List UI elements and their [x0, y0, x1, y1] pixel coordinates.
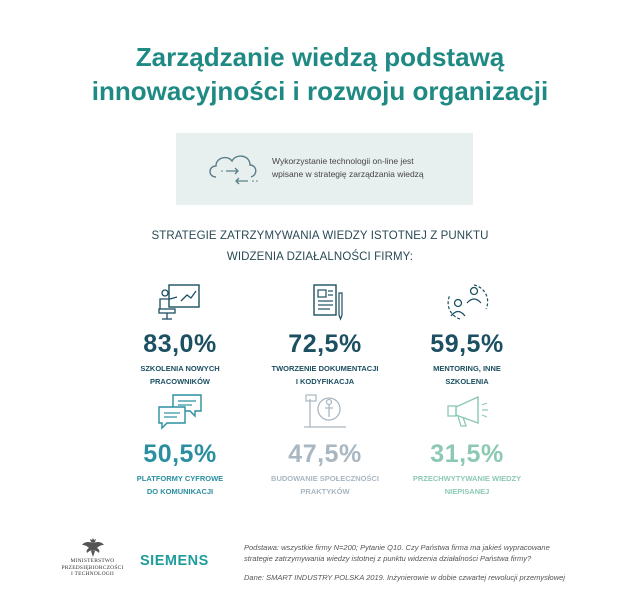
stat-label-line-1: PLATFORMY CYFROWE — [136, 474, 224, 483]
stat-value: 50,5% — [143, 440, 217, 468]
stat-label-line-1: SZKOLENIA NOWYCH — [140, 364, 220, 373]
section-heading — [0, 226, 640, 268]
title-line-2: innowacyjności i rozwoju organizacji — [91, 76, 549, 106]
footnote — [244, 542, 624, 583]
siemens-logo: SIEMENS — [140, 553, 209, 569]
cloud-transfer-icon — [204, 147, 264, 191]
stat-label-line-1: PRZECHWYTYWANIE WIEDZY — [412, 474, 522, 483]
stat-tacit-knowledge — [382, 393, 552, 498]
stat-label-line-2: I KODYFIKACJA — [295, 377, 355, 386]
mentoring-icon — [444, 283, 490, 321]
section-heading-line-2: WIDZENIA DZIAŁALNOŚCI FIRMY: — [226, 251, 414, 263]
ministry-line-2: PRZEDSIĘBIORCZOŚCI — [61, 564, 124, 571]
stat-label-line-1: MENTORING, INNE — [433, 364, 501, 373]
stat-label — [382, 472, 552, 498]
stat-label — [382, 362, 552, 388]
ministry-name — [55, 558, 130, 578]
ministry-line-1: MINISTERSTWO — [70, 558, 115, 564]
ministry-logo — [55, 536, 130, 578]
stat-label-line-1: TWORZENIE DOKUMENTACJI — [271, 364, 379, 373]
stat-label-line-1: BUDOWANIE SPOŁECZNOŚCI — [271, 474, 379, 483]
info-box — [176, 133, 473, 205]
info-text — [272, 155, 462, 181]
stat-mentoring — [382, 283, 552, 388]
stat-label-line-2: PRAKTYKÓW — [300, 487, 350, 496]
ministry-line-3: I TECHNOLOGII — [71, 571, 114, 577]
footnote-source: Dane: SMART INDUSTRY POLSKA 2019. Inżynierowie w dobie czwartej rewolucji przemysłowej — [244, 573, 565, 582]
document-icon — [302, 283, 348, 321]
chat-bubbles-icon — [157, 393, 203, 431]
presentation-icon — [157, 283, 203, 321]
megaphone-icon — [444, 393, 490, 431]
page-title — [0, 40, 640, 108]
stat-label-line-2: SZKOLENIA — [445, 377, 489, 386]
stat-value: 83,0% — [143, 330, 217, 358]
section-heading-line-1: STRATEGIE ZATRZYMYWANIA WIEDZY ISTOTNEJ Z PUNKTU — [151, 230, 489, 242]
eagle-emblem-icon — [81, 536, 105, 558]
title-line-1: Zarządzanie wiedzą podstawą — [135, 42, 505, 72]
footnote-line-1: Podstawa: wszystkie firmy N=200; Pytanie Q10. Czy Państwa firma ma jakieś wypracowane — [244, 543, 550, 552]
community-icon — [302, 393, 348, 431]
stat-value: 47,5% — [288, 440, 362, 468]
info-line-2: wpisane w strategię zarządzania wiedzą — [272, 169, 424, 179]
info-line-1: Wykorzystanie technologii on-line jest — [272, 156, 414, 166]
stat-label-line-2: PRACOWNIKÓW — [150, 377, 210, 386]
stat-value: 59,5% — [430, 330, 504, 358]
footnote-line-2: strategie zatrzymywania wiedzy istotnej z punktu widzenia działalności Państwa firmy? — [244, 554, 532, 563]
stat-label-line-2: DO KOMUNIKACJI — [146, 487, 214, 496]
stat-value: 72,5% — [288, 330, 362, 358]
stat-label-line-2: NIEPISANEJ — [444, 487, 490, 496]
stat-value: 31,5% — [430, 440, 504, 468]
